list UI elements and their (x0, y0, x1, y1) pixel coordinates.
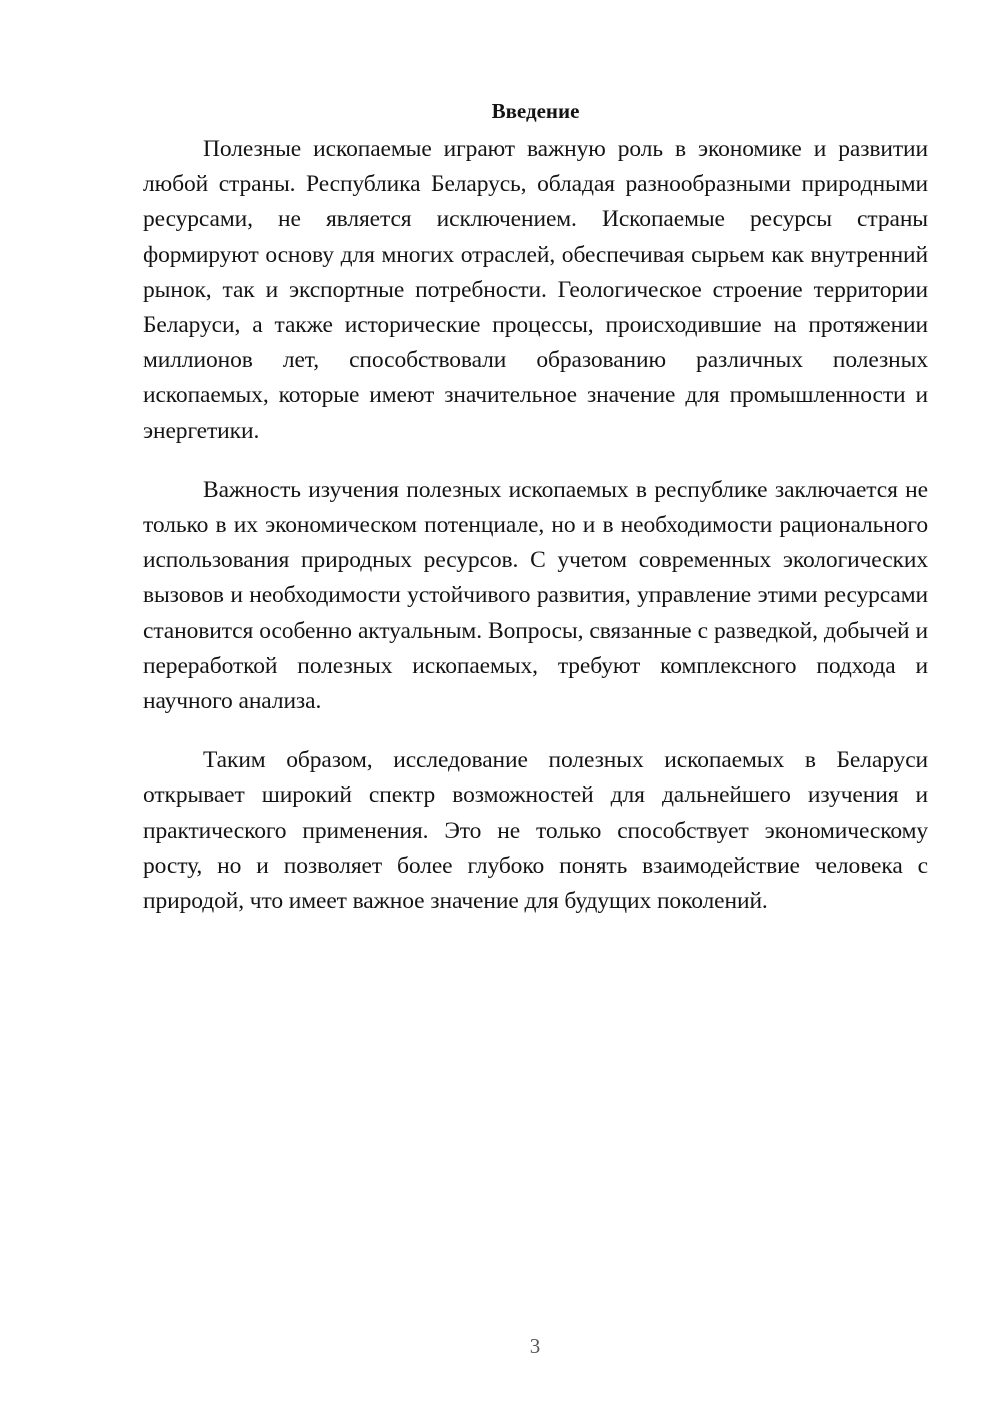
paragraph-3: Таким образом, исследование полезных ископаемых в Беларуси открывает широкий спектр возможностей для дальнейшего изучения и практического применения. Это не только способствует экономическому росту, но и позволяет более глубоко понять взаимодействие человека с природой, что имеет важное значение для будущих поколений. (143, 747, 928, 915)
paragraph-2: Важность изучения полезных ископаемых в республике заключается не только в их экономическом потенциале, но и в необходимости рационального использования природных ресурсов. С учетом современных экологических вызовов и необходимости устойчивого развития, управление этими ресурсами становится особенно актуальным. Вопросы, связанные с разведкой, добычей и переработкой полезных ископаемых, требуют комплексного подхода и научного анализа. (143, 476, 928, 715)
document-body (143, 96, 928, 943)
section-heading: Введение (491, 99, 580, 123)
paragraph-1: Полезные ископаемые играют важную роль в экономике и развитии любой страны. Республика Беларусь, обладая разнообразными природными ресурсами, не является исключением. Ископаемые ресурсы страны формируют основу для многих отраслей, обеспечивая сырьем как внутренний рынок, так и экспортные потребности. Геологическое строение территории Беларуси, а также исторические процессы, происходившие на протяжении миллионов лет, способствовали образованию различных полезных ископаемых, которые имеют значительное значение для промышленности и энергетики. (143, 136, 928, 444)
page-number: 3 (529, 1334, 541, 1358)
